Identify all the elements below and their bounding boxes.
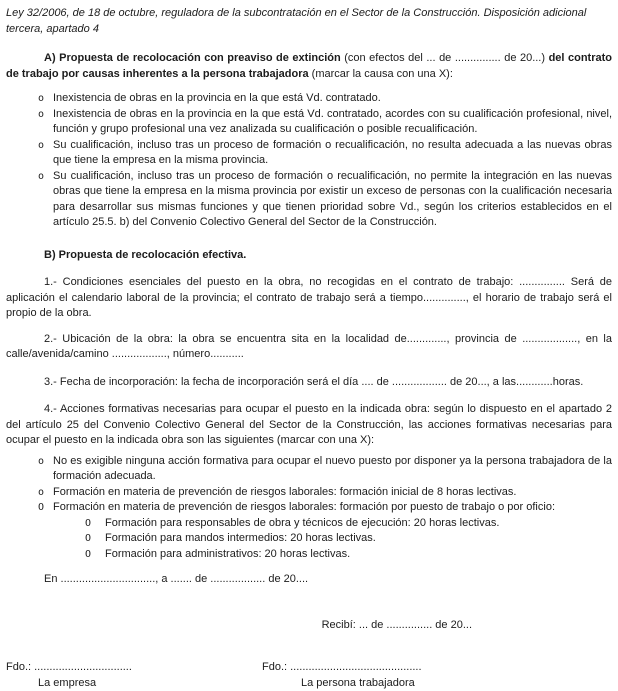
bullet-icon: o (38, 91, 53, 107)
cause-item (6, 107, 612, 138)
numbered-paragraph-1: 1.- Condiciones esenciales del puesto en la obra, no recogidas en el contrato de trabajo: ............... Será de aplicación el calendario laboral de la provincia; el contrato de trabajo será a tiempo.............., el horario de trabajo será el propio de la obra. (6, 275, 612, 322)
training-sub-option-item (6, 516, 612, 532)
training-sub-option-text: Formación para mandos intermedios: 20 horas lectivas. (105, 531, 612, 547)
numbered-paragraph-3: 3.- Fecha de incorporación: la fecha de incorporación será el día .... de .................. de 20..., a las............horas. (6, 375, 612, 391)
bullet-icon: o (38, 107, 53, 138)
cause-item (6, 91, 612, 107)
numbered-paragraph-4: 4.- Acciones formativas necesarias para ocupar el puesto en la indicada obra: según lo dispuesto en el apartado 2 del artículo 25 del Convenio Colectivo General del Sector de la Construcción, las acciones formativas necesarias para ocupar el puesto en la indicada obra son las siguientes (marcar con una X): (6, 402, 612, 449)
cause-text: Su cualificación, incluso tras un proceso de formación o recualificación, no resulta adecuada a las nuevas obras que tiene la empresa en la misma provincia. (53, 138, 612, 169)
bullet-icon: o (38, 485, 53, 501)
cause-text: Su cualificación, incluso tras un proceso de formación o recualificación, no permite la integración en las nuevas obras que tiene la empresa en la misma provincia por existir un exceso de personas con la cualificación necesaria para desarrollar sus mismas funciones y que tienen prioridad sobre Vd., según los criterios establecidos en el artículo 25.5. b) del Convenio Colectivo General del Sector de la Construcción. (53, 169, 612, 231)
causes-list (6, 91, 612, 231)
bullet-icon: o (38, 169, 53, 231)
training-option-text: No es exigible ninguna acción formativa para ocupar el nuevo puesto por disponer ya la persona trabajadora de la formación adecuada. (53, 454, 612, 485)
training-sub-option-text: Formación para administrativos: 20 horas lectivas. (105, 547, 612, 563)
bullet-icon: O (38, 500, 53, 516)
cause-text: Inexistencia de obras en la provincia en la que está Vd. contratado, acordes con su cualificación profesional, nivel, función y grupo profesional una vez analizada su cualificación o posible recualificación. (53, 107, 612, 138)
signature-label-worker: La persona trabajadora (301, 676, 612, 691)
training-option-item (6, 485, 612, 501)
training-sub-option-item (6, 531, 612, 547)
training-option-text: Formación en materia de prevención de riesgos laborales: formación por puesto de trabajo o por oficio: (53, 500, 612, 516)
cause-text: Inexistencia de obras en la provincia en la que está Vd. contratado. (53, 91, 612, 107)
cause-item (6, 169, 612, 231)
signature-block-company (6, 660, 262, 691)
place-date-line: En ..............................., a ....... de .................. de 20.... (6, 572, 612, 588)
training-option-item (6, 454, 612, 485)
training-options-list (6, 454, 612, 563)
section-a-paragraph (6, 51, 612, 82)
section-a-mark-instruction: (marcar la causa con una X): (309, 68, 453, 80)
numbered-paragraph-2: 2.- Ubicación de la obra: la obra se encuentra sita en la localidad de............., provincia de .................., en la calle/avenida/camino .................., número........... (6, 332, 612, 363)
bullet-icon: o (38, 138, 53, 169)
cause-item (6, 138, 612, 169)
signature-label-company: La empresa (38, 676, 262, 691)
bullet-icon: O (85, 547, 105, 563)
signature-line-company: Fdo.: ................................ (6, 660, 262, 676)
section-a-effects-text: (con efectos del ... de ............... de 20...) (341, 52, 549, 64)
training-sub-option-item (6, 547, 612, 563)
signature-block-worker (262, 660, 612, 691)
training-option-item (6, 500, 612, 516)
signature-row (6, 660, 612, 691)
received-line: Recibí: ... de ............... de 20... (6, 618, 612, 634)
section-a-heading-bold-2: del contrato de trabajo por causas inherentes a la persona trabajadora (6, 52, 612, 80)
bullet-icon: o (38, 454, 53, 485)
section-a-heading-bold: A) Propuesta de recolocación con preaviso de extinción (44, 52, 341, 64)
signature-line-worker: Fdo.: ........................................... (262, 660, 612, 676)
section-b-heading: B) Propuesta de recolocación efectiva. (6, 248, 612, 264)
training-sub-option-text: Formación para responsables de obra y técnicos de ejecución: 20 horas lectivas. (105, 516, 612, 532)
training-option-text: Formación en materia de prevención de riesgos laborales: formación inicial de 8 horas lectivas. (53, 485, 612, 501)
bullet-icon: O (85, 531, 105, 547)
document-title: Ley 32/2006, de 18 de octubre, reguladora de la subcontratación en el Sector de la Construcción. Disposición adicional tercera, apartado 4 (6, 6, 612, 37)
bullet-icon: O (85, 516, 105, 532)
